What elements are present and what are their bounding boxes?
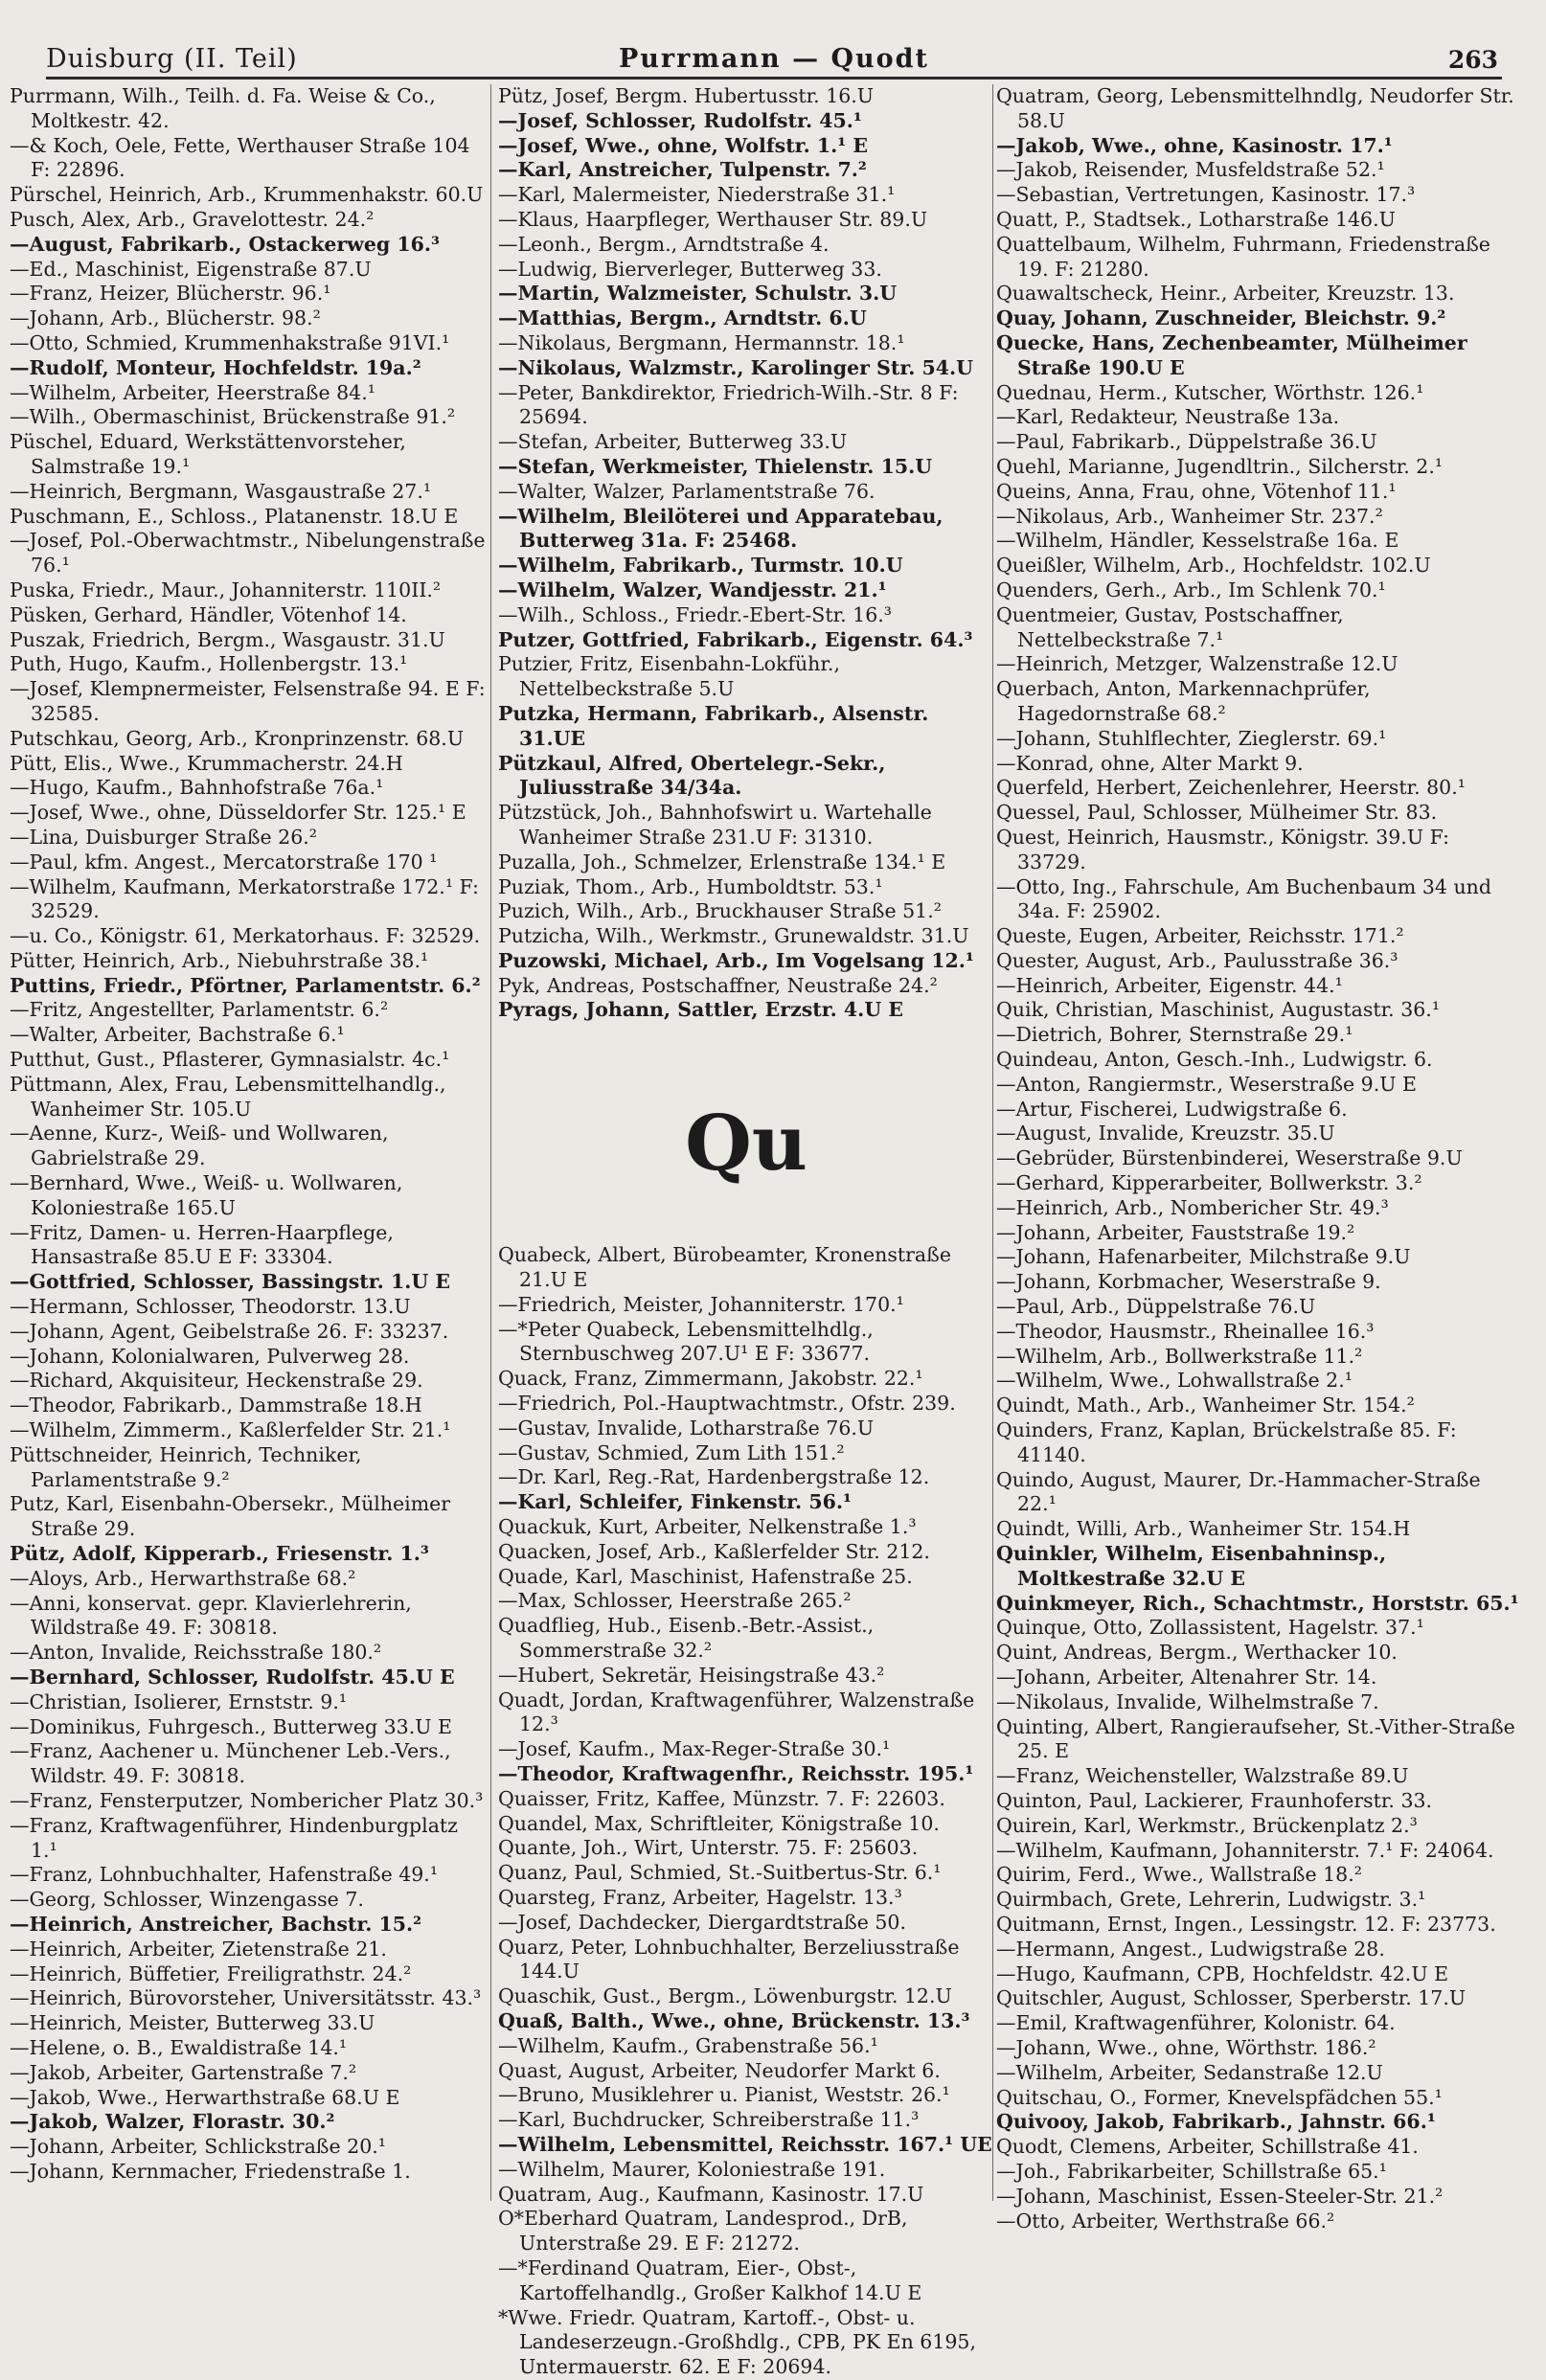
- page-number: 263: [1447, 46, 1498, 74]
- directory-entry: —Karl, Buchdrucker, Schreiberstraße 11.³: [498, 2108, 920, 2132]
- directory-entry: —Karl, Malermeister, Niederstraße 31.¹: [498, 183, 896, 207]
- directory-entry: —Rudolf, Monteur, Hochfeldstr. 19a.²: [10, 355, 421, 379]
- column-divider: [992, 84, 993, 2201]
- directory-entry: Quadflieg, Hub., Eisenb.-Betr.-Assist., Sommerstraße 32.²: [498, 1614, 875, 1663]
- directory-entry: —Walter, Walzer, Parlamentstraße 76.: [498, 479, 875, 503]
- directory-entry: Quawaltscheck, Heinr., Arbeiter, Kreuzstr. 13.: [996, 282, 1455, 306]
- directory-entry: Quirim, Ferd., Wwe., Wallstraße 18.²: [996, 1863, 1362, 1887]
- directory-entry: —Theodor, Fabrikarb., Dammstraße 18.H: [10, 1394, 422, 1417]
- directory-entry: —Otto, Ing., Fahrschule, Am Buchenbaum 34 und 34a. F: 25902.: [996, 874, 1491, 923]
- directory-entry: —Anni, konservat. gepr. Klavierlehrerin, Wildstraße 49. F: 30818.: [10, 1591, 412, 1640]
- directory-entry: —Peter, Bankdirektor, Friedrich-Wilh.-Str. 8 F: 25694.: [498, 380, 959, 429]
- directory-entry: —Ludwig, Bierverleger, Butterweg 33.: [498, 257, 882, 281]
- directory-entry: —Gustav, Schmied, Zum Lith 151.²: [498, 1440, 845, 1464]
- directory-entry: —Otto, Schmied, Krummenhakstraße 91VI.¹: [10, 330, 450, 354]
- directory-entry: —Franz, Lohnbuchhalter, Hafenstraße 49.¹: [10, 1863, 439, 1887]
- directory-entry: Quirmbach, Grete, Lehrerin, Ludwigstr. 3.¹: [996, 1888, 1426, 1912]
- directory-entry: Quacken, Josef, Arb., Kaßlerfelder Str. 212.: [498, 1539, 930, 1563]
- directory-entry: —Jakob, Walzer, Florastr. 30.²: [10, 2110, 335, 2134]
- directory-entry: —Otto, Arbeiter, Werthstraße 66.²: [996, 2209, 1335, 2233]
- directory-entry: Quecke, Hans, Zechenbeamter, Mülheimer Straße 190.U E: [996, 330, 1467, 379]
- directory-entry: Puzich, Wilh., Arb., Bruckhauser Straße 51.²: [498, 899, 942, 923]
- directory-entry: Püsken, Gerhard, Händler, Vötenhof 14.: [10, 602, 407, 626]
- directory-entry: Quindt, Willi, Arb., Wanheimer Str. 154.H: [996, 1517, 1411, 1541]
- directory-entry: —Johann, Maschinist, Essen-Steeler-Str. 21.²: [996, 2184, 1444, 2208]
- directory-entry: —Josef, Kaufm., Max-Reger-Straße 30.¹: [498, 1737, 891, 1761]
- directory-entry: —Wilhelm, Wwe., Lohwallstraße 2.¹: [996, 1369, 1353, 1393]
- directory-entry: —Wilhelm, Lebensmittel, Reichsstr. 167.¹ UE: [498, 2132, 992, 2156]
- page-header: [46, 38, 1502, 79]
- directory-entry: —Lina, Duisburger Straße 26.²: [10, 825, 318, 849]
- directory-entry: —Anton, Invalide, Reichsstraße 180.²: [10, 1641, 382, 1665]
- directory-entry: Quaschik, Gust., Bergm., Löwenburgstr. 12.U: [498, 1984, 952, 2008]
- directory-entry: —Johann, Arbeiter, Fauststraße 19.²: [996, 1220, 1355, 1244]
- directory-entry: —Walter, Arbeiter, Bachstraße 6.¹: [10, 1023, 345, 1047]
- directory-entry: —Joh., Fabrikarbeiter, Schillstraße 65.¹: [996, 2159, 1387, 2183]
- directory-entry: —Dominikus, Fuhrgesch., Butterweg 33.U E: [10, 1714, 453, 1738]
- directory-entry: —Josef, Klempnermeister, Felsenstraße 94. E F: 32585.: [10, 677, 486, 725]
- directory-entry: Quaisser, Fritz, Kaffee, Münzstr. 7. F: 22603.: [498, 1786, 945, 1810]
- directory-entry: —Franz, Kraftwagenführer, Hindenburgplatz 1.¹: [10, 1813, 458, 1862]
- directory-entry: Puth, Hugo, Kaufm., Hollenbergstr. 13.¹: [10, 652, 408, 676]
- directory-entry: —Paul, kfm. Angest., Mercatorstraße 170 ¹: [10, 850, 438, 873]
- directory-entry: Quest, Heinrich, Hausmstr., Königstr. 39.U F: 33729.: [996, 825, 1450, 873]
- directory-entry: —Wilhelm, Fabrikarb., Turmstr. 10.U: [498, 554, 903, 578]
- directory-entry: —Fritz, Damen- u. Herren-Haarpflege, Hansastraße 85.U E F: 33304.: [10, 1220, 394, 1269]
- directory-entry: —Emil, Kraftwagenführer, Kolonistr. 64.: [996, 2011, 1396, 2035]
- directory-entry: Quitschau, O., Former, Knevelspfädchen 55.¹: [996, 2085, 1443, 2109]
- directory-entry: —Wilhelm, Arb., Bollwerkstraße 11.²: [996, 1344, 1363, 1368]
- directory-entry: Puska, Friedr., Maur., Johanniterstr. 110II.²: [10, 578, 442, 601]
- directory-entry: Quandel, Max, Schriftleiter, Königstraße 10.: [498, 1811, 940, 1835]
- directory-entry: —Karl, Schleifer, Finkenstr. 56.¹: [498, 1490, 852, 1514]
- directory-entry: —Wilhelm, Arbeiter, Heerstraße 84.¹: [10, 380, 375, 404]
- directory-entry: —Gottfried, Schlosser, Bassingstr. 1.U E: [10, 1270, 450, 1294]
- directory-entry: —Wilh., Schloss., Friedr.-Ebert-Str. 16.³: [498, 602, 892, 626]
- directory-entry: —Georg, Schlosser, Winzengasse 7.: [10, 1888, 364, 1912]
- directory-entry: —Hugo, Kaufmann, CPB, Hochfeldstr. 42.U E: [996, 1961, 1449, 1985]
- column-2: [498, 84, 994, 2379]
- directory-entry: —Sebastian, Vertretungen, Kasinostr. 17.³: [996, 183, 1416, 207]
- directory-entry: Pyrags, Johann, Sattler, Erzstr. 4.U E: [498, 998, 903, 1022]
- directory-entry: —Johann, Hafenarbeiter, Milchstraße 9.U: [996, 1245, 1411, 1269]
- directory-entry: Quinton, Paul, Lackierer, Fraunhoferstr. 33.: [996, 1788, 1433, 1812]
- directory-entry: —Johann, Arbeiter, Altenahrer Str. 14.: [996, 1666, 1377, 1689]
- directory-entry: Püttmann, Alex, Frau, Lebensmittelhandlg., Wanheimer Str. 105.U: [10, 1072, 446, 1121]
- directory-entry: —Max, Schlosser, Heerstraße 265.²: [498, 1589, 852, 1613]
- directory-entry: Quivooy, Jakob, Fabrikarb., Jahnstr. 66.¹: [996, 2110, 1436, 2134]
- directory-entry: —Anton, Rangiermstr., Weserstraße 9.U E: [996, 1072, 1417, 1096]
- directory-entry: Quay, Johann, Zuschneider, Bleichstr. 9.²: [996, 306, 1446, 330]
- directory-entry: Puzowski, Michael, Arb., Im Vogelsang 12.¹: [498, 948, 974, 972]
- directory-entry: Quatram, Aug., Kaufmann, Kasinostr. 17.U: [498, 2182, 924, 2206]
- directory-entry: —Franz, Heizer, Blücherstr. 96.¹: [10, 282, 331, 306]
- directory-entry: Querbach, Anton, Markennachprüfer, Hagedornstraße 68.²: [996, 677, 1371, 725]
- directory-entry: Püttschneider, Heinrich, Techniker, Parlamentstraße 9.²: [10, 1442, 362, 1491]
- directory-entry: —Friedrich, Pol.-Hauptwachtmstr., Ofstr. 239.: [498, 1392, 956, 1416]
- directory-entry: Pyk, Andreas, Postschaffner, Neustraße 24.²: [498, 973, 938, 997]
- directory-entry: —Konrad, ohne, Alter Markt 9.: [996, 751, 1304, 775]
- directory-entry: —Johann, Kernmacher, Friedenstraße 1.: [10, 2159, 411, 2183]
- directory-entry: —Theodor, Hausmstr., Rheinallee 16.³: [996, 1319, 1375, 1343]
- directory-entry: Quinders, Franz, Kaplan, Brückelstraße 85. F: 41140.: [996, 1418, 1457, 1466]
- directory-entry: —Jakob, Wwe., ohne, Kasinostr. 17.¹: [996, 133, 1393, 157]
- directory-entry: —Wilhelm, Händler, Kesselstraße 16a. E: [996, 529, 1399, 553]
- directory-entry: —Fritz, Angestellter, Parlamentstr. 6.²: [10, 998, 389, 1022]
- directory-entry: —Jakob, Arbeiter, Gartenstraße 7.²: [10, 2060, 357, 2084]
- directory-entry: —Johann, Agent, Geibelstraße 26. F: 33237.: [10, 1319, 449, 1343]
- directory-entry: Quitmann, Ernst, Ingen., Lessingstr. 12. F: 23773.: [996, 1912, 1496, 1936]
- header-city-part: Duisburg (II. Teil): [46, 44, 298, 74]
- directory-entry: Pütz, Adolf, Kipperarb., Friesenstr. 1.³: [10, 1542, 429, 1566]
- directory-entry: —Franz, Aachener u. Münchener Leb.-Vers., Wildstr. 49. F: 30818.: [10, 1739, 451, 1788]
- directory-entry: Puttins, Friedr., Pförtner, Parlamentstr. 6.²: [10, 973, 481, 997]
- directory-entry: —Klaus, Haarpfleger, Werthauser Str. 89.U: [498, 207, 928, 231]
- directory-entry: —Hubert, Sekretär, Heisingstraße 43.²: [498, 1663, 885, 1687]
- directory-entry: —Johann, Arb., Blücherstr. 98.²: [10, 306, 321, 330]
- directory-entry: Puszak, Friedrich, Bergm., Wasgaustr. 31.U: [10, 627, 445, 651]
- directory-entry: —Wilhelm, Arbeiter, Sedanstraße 12.U: [996, 2060, 1383, 2084]
- directory-entry: Quatt, P., Stadtsek., Lotharstraße 146.U: [996, 207, 1396, 231]
- directory-entry: —Artur, Fischerei, Ludwigstraße 6.: [996, 1097, 1348, 1121]
- directory-entry: Pusch, Alex, Arb., Gravelottestr. 24.²: [10, 207, 375, 231]
- directory-entry: Putzicha, Wilh., Werkmstr., Grunewaldstr. 31.U: [498, 924, 969, 948]
- directory-entry: —Josef, Schlosser, Rudolfstr. 45.¹: [498, 108, 862, 132]
- directory-entry: Putzka, Hermann, Fabrikarb., Alsenstr. 31.UE: [498, 701, 929, 750]
- directory-entry: —Johann, Korbmacher, Weserstraße 9.: [996, 1270, 1381, 1294]
- directory-entry: —Paul, Fabrikarb., Düppelstraße 36.U: [996, 430, 1377, 454]
- directory-entry: —Nikolaus, Invalide, Wilhelmstraße 7.: [996, 1689, 1379, 1713]
- directory-entry: Queins, Anna, Frau, ohne, Vötenhof 11.¹: [996, 479, 1397, 503]
- directory-entry: Quednau, Herm., Kutscher, Wörthstr. 126.¹: [996, 380, 1424, 404]
- directory-entry: —August, Fabrikarb., Ostackerweg 16.³: [10, 232, 440, 256]
- directory-entry: —Theodor, Kraftwagenfhr., Reichsstr. 195.¹: [498, 1762, 974, 1786]
- directory-entry: Quitschler, August, Schlosser, Sperberstr. 17.U: [996, 1986, 1466, 2010]
- directory-entry: —& Koch, Oele, Fette, Werthauser Straße 104 F: 22896.: [10, 133, 470, 182]
- directory-entry: —Ed., Maschinist, Eigenstraße 87.U: [10, 257, 372, 281]
- directory-entry: Puziak, Thom., Arb., Humboldtstr. 53.¹: [498, 874, 883, 898]
- directory-entry: Pürschel, Heinrich, Arb., Krummenhakstr. 60.U: [10, 183, 484, 207]
- directory-entry: Quessel, Paul, Schlosser, Mülheimer Str. 83.: [996, 801, 1438, 825]
- directory-entry: —Christian, Isolierer, Ernststr. 9.¹: [10, 1689, 348, 1713]
- directory-entry: Quindt, Math., Arb., Wanheimer Str. 154.²: [996, 1394, 1415, 1417]
- directory-entry: Quabeck, Albert, Bürobeamter, Kronenstraße 21.U E: [498, 1243, 951, 1292]
- directory-entry: —Friedrich, Meister, Johanniterstr. 170.¹: [498, 1292, 904, 1316]
- directory-entry: —Heinrich, Arbeiter, Zietenstraße 21.: [10, 1937, 387, 1961]
- directory-entry: Quadt, Jordan, Kraftwagenführer, Walzenstraße 12.³: [498, 1688, 975, 1736]
- directory-entry: —Jakob, Wwe., Herwarthstraße 68.U E: [10, 2085, 400, 2109]
- directory-entry: Pützkaul, Alfred, Obertelegr.-Sekr., Juliusstraße 34/34a.: [498, 751, 886, 800]
- directory-entry: Pütt, Elis., Wwe., Krummacherstr. 24.H: [10, 751, 403, 775]
- directory-entry: —Hermann, Angest., Ludwigstraße 28.: [996, 1937, 1385, 1961]
- directory-entry: —Wilh., Obermaschinist, Brückenstraße 91.²: [10, 405, 456, 429]
- directory-entry: —Heinrich, Büffetier, Freiligrathstr. 24.²: [10, 1961, 412, 1985]
- directory-entry: —Johann, Arbeiter, Schlickstraße 20.¹: [10, 2135, 386, 2159]
- directory-entry: Puschmann, E., Schloss., Platanenstr. 18.U E: [10, 504, 459, 528]
- directory-entry: —Heinrich, Bergmann, Wasgaustraße 27.¹: [10, 479, 432, 503]
- directory-entry: —Hugo, Kaufm., Bahnhofstraße 76a.¹: [10, 776, 384, 800]
- directory-entry: Quentmeier, Gustav, Postschaffner, Nettelbeckstraße 7.¹: [996, 602, 1344, 651]
- directory-entry: Quattelbaum, Wilhelm, Fuhrmann, Friedenstraße 19. F: 21280.: [996, 232, 1490, 281]
- directory-entry: —Johann, Kolonialwaren, Pulverweg 28.: [10, 1344, 410, 1368]
- directory-entry: Putzier, Fritz, Eisenbahn-Lokführ., Nettelbeckstraße 5.U: [498, 652, 840, 701]
- directory-entry: —Leonh., Bergm., Arndtstraße 4.: [498, 232, 830, 256]
- directory-entry: —Dietrich, Bohrer, Sternstraße 29.¹: [996, 1023, 1353, 1047]
- column-3: [996, 84, 1519, 2233]
- directory-entry: Quarsteg, Franz, Arbeiter, Hagelstr. 13.³: [498, 1886, 902, 1909]
- directory-entry: Quarz, Peter, Lohnbuchhalter, Berzeliusstraße 144.U: [498, 1935, 960, 1983]
- directory-entry: —Wilhelm, Kaufmann, Johanniterstr. 7.¹ F: 24064.: [996, 1838, 1494, 1862]
- directory-entry: —Stefan, Werkmeister, Thielenstr. 15.U: [498, 454, 933, 478]
- directory-entry: —Heinrich, Anstreicher, Bachstr. 15.²: [10, 1912, 422, 1936]
- directory-entry: —Jakob, Reisender, Musfeldstraße 52.¹: [996, 158, 1385, 182]
- directory-entry: Quack, Franz, Zimmermann, Jakobstr. 22.¹: [498, 1367, 923, 1391]
- directory-entry: —Nikolaus, Arb., Wanheimer Str. 237.²: [996, 504, 1383, 528]
- directory-entry: —Karl, Redakteur, Neustraße 13a.: [996, 405, 1340, 429]
- directory-entry: —Wilhelm, Zimmerm., Kaßlerfelder Str. 21.¹: [10, 1418, 451, 1442]
- directory-entry: Purrmann, Wilh., Teilh. d. Fa. Weise & Co., Moltkestr. 42.: [10, 84, 436, 132]
- directory-entry: Quanz, Paul, Schmied, St.-Suitbertus-Str. 6.¹: [498, 1861, 942, 1885]
- directory-entry: Quindeau, Anton, Gesch.-Inh., Ludwigstr. 6.: [996, 1048, 1433, 1072]
- directory-entry: Quante, Joh., Wirt, Unterstr. 75. F: 25603.: [498, 1836, 919, 1860]
- directory-entry: Quaß, Balth., Wwe., ohne, Brückenstr. 13.³: [498, 2008, 970, 2032]
- directory-entry: Queste, Eugen, Arbeiter, Reichsstr. 171.²: [996, 924, 1404, 948]
- directory-entry: Quatram, Georg, Lebensmittelhndlg, Neudorfer Str. 58.U: [996, 84, 1514, 132]
- directory-entry: Pütter, Heinrich, Arb., Niebuhrstraße 38.¹: [10, 948, 429, 972]
- directory-entry: Quodt, Clemens, Arbeiter, Schillstraße 41.: [996, 2135, 1419, 2159]
- directory-entry: —August, Invalide, Kreuzstr. 35.U: [996, 1122, 1335, 1145]
- directory-entry: —Paul, Arb., Düppelstraße 76.U: [996, 1295, 1316, 1319]
- directory-entry: —Matthias, Bergm., Arndtstr. 6.U: [498, 306, 867, 330]
- directory-entry: —Heinrich, Arbeiter, Eigenstr. 44.¹: [996, 973, 1343, 997]
- directory-entry: Pützstück, Joh., Bahnhofswirt u. Wartehalle Wanheimer Straße 231.U F: 31310.: [498, 801, 932, 849]
- directory-entry: —Heinrich, Bürovorsteher, Universitätsstr. 43.³: [10, 1986, 482, 2010]
- directory-entry: —Josef, Wwe., ohne, Wolfstr. 1.¹ E: [498, 133, 868, 157]
- directory-entry: Putthut, Gust., Pflasterer, Gymnasialstr. 4c.¹: [10, 1048, 450, 1072]
- directory-entry: —Nikolaus, Walzmstr., Karolinger Str. 54.U: [498, 355, 974, 379]
- directory-entry: Quast, August, Arbeiter, Neudorfer Markt 6.: [498, 2058, 941, 2082]
- directory-entry: Quinting, Albert, Rangieraufseher, St.-Vither-Straße 25. E: [996, 1714, 1515, 1763]
- directory-entry: Quint, Andreas, Bergm., Werthacker 10.: [996, 1641, 1398, 1665]
- directory-entry: —*Ferdinand Quatram, Eier-, Obst-, Kartoffelhandlg., Großer Kalkhof 14.U E: [498, 2255, 922, 2304]
- directory-entry: Quehl, Marianne, Jugendltrin., Silcherstr. 2.¹: [996, 454, 1444, 478]
- directory-entry: —Johann, Wwe., ohne, Wörthstr. 186.²: [996, 2035, 1376, 2059]
- directory-entry: Quenders, Gerh., Arb., Im Schlenk 70.¹: [996, 578, 1386, 601]
- directory-entry: Quade, Karl, Maschinist, Hafenstraße 25.: [498, 1564, 913, 1588]
- directory-entry: Putzer, Gottfried, Fabrikarb., Eigenstr. 64.³: [498, 627, 973, 651]
- directory-entry: —Gebrüder, Bürstenbinderei, Weserstraße 9.U: [996, 1146, 1463, 1170]
- directory-entry: Quirein, Karl, Werkmstr., Brückenplatz 2.³: [996, 1813, 1418, 1837]
- directory-entry: —*Peter Quabeck, Lebensmittelhdlg., Sternbuschweg 207.U¹ E F: 33677.: [498, 1317, 874, 1366]
- directory-entry: —Nikolaus, Bergmann, Hermannstr. 18.¹: [498, 330, 905, 354]
- column-divider: [490, 84, 491, 2201]
- directory-entry: —Aenne, Kurz-, Weiß- und Wollwaren, Gabrielstraße 29.: [10, 1122, 389, 1170]
- directory-entry: Quinkmeyer, Rich., Schachtmstr., Horststr. 65.¹: [996, 1591, 1519, 1615]
- directory-entry: O*Eberhard Quatram, Landesprod., DrB, Unterstraße 29. E F: 21272.: [498, 2207, 908, 2255]
- directory-entry: —Stefan, Arbeiter, Butterweg 33.U: [498, 430, 848, 454]
- directory-entry: —Franz, Weichensteller, Walzstraße 89.U: [996, 1764, 1409, 1788]
- directory-entry: Queißler, Wilhelm, Arb., Hochfeldstr. 102.U: [996, 554, 1431, 578]
- directory-entry: Püschel, Eduard, Werkstättenvorsteher, Salmstraße 19.¹: [10, 430, 406, 478]
- directory-entry: —Richard, Akquisiteur, Heckenstraße 29.: [10, 1369, 423, 1393]
- directory-entry: Pütz, Josef, Bergm. Hubertusstr. 16.U: [498, 84, 875, 107]
- directory-entry: —Gustav, Invalide, Lotharstraße 76.U: [498, 1416, 875, 1439]
- directory-entry: *Wwe. Friedr. Quatram, Kartoff.-, Obst- u. Landeserzeugn.-Großhdlg., CPB, PK En 6195, Untermauerstr. 62. E F: 20694.: [498, 2305, 976, 2379]
- directory-entry: —Dr. Karl, Reg.-Rat, Hardenbergstraße 12.: [498, 1465, 930, 1489]
- directory-entry: —Bernhard, Wwe., Weiß- u. Wollwaren, Koloniestraße 165.U: [10, 1171, 403, 1219]
- directory-entry: —Martin, Walzmeister, Schulstr. 3.U: [498, 282, 898, 306]
- directory-entry: —Wilhelm, Kaufm., Grabenstraße 56.¹: [498, 2033, 878, 2057]
- header-name-range: Purrmann — Quodt: [618, 44, 930, 74]
- directory-entry: —Josef, Dachdecker, Diergardtstraße 50.: [498, 1910, 906, 1934]
- directory-entry: —Hermann, Schlosser, Theodorstr. 13.U: [10, 1295, 411, 1319]
- directory-entry: —Bruno, Musiklehrer u. Pianist, Weststr. 26.¹: [498, 2083, 950, 2107]
- directory-entry: Putz, Karl, Eisenbahn-Obersekr., Mülheimer Straße 29.: [10, 1492, 451, 1541]
- directory-entry: —Heinrich, Meister, Butterweg 33.U: [10, 2011, 375, 2035]
- directory-entry: —Wilhelm, Kaufmann, Merkatorstraße 172.¹ F: 32529.: [10, 874, 479, 923]
- directory-entry: —Aloys, Arb., Herwarthstraße 68.²: [10, 1566, 356, 1590]
- directory-entry: Quinque, Otto, Zollassistent, Hagelstr. 37.¹: [996, 1616, 1424, 1640]
- directory-entry: —Wilhelm, Walzer, Wandjesstr. 21.¹: [498, 578, 887, 601]
- directory-entry: Querfeld, Herbert, Zeichenlehrer, Heerstr. 80.¹: [996, 776, 1466, 800]
- directory-entry: —Josef, Pol.-Oberwachtmstr., Nibelungenstraße 76.¹: [10, 529, 486, 578]
- directory-entry: —Heinrich, Metzger, Walzenstraße 12.U: [996, 652, 1398, 676]
- directory-entry: —u. Co., Königstr. 61, Merkatorhaus. F: 32529.: [10, 924, 481, 948]
- directory-entry: —Wilhelm, Maurer, Koloniestraße 191.: [498, 2157, 886, 2181]
- directory-entry: Quinkler, Wilhelm, Eisenbahninsp., Moltkestraße 32.U E: [996, 1542, 1387, 1590]
- directory-entry: Quik, Christian, Maschinist, Augustastr. 36.¹: [996, 998, 1441, 1022]
- directory-entry: —Helene, o. B., Ewaldistraße 14.¹: [10, 2035, 348, 2059]
- directory-entry: Putschkau, Georg, Arb., Kronprinzenstr. 68.U: [10, 726, 465, 750]
- directory-entry: —Wilhelm, Bleilöterei und Apparatebau, Butterweg 31a. F: 25468.: [498, 504, 944, 553]
- directory-entry: —Heinrich, Arb., Nombericher Str. 49.³: [996, 1195, 1389, 1219]
- directory-entry: —Franz, Fensterputzer, Nombericher Platz 30.³: [10, 1788, 484, 1812]
- directory-entry: —Johann, Stuhlflechter, Zieglerstr. 69.¹: [996, 726, 1387, 750]
- directory-entry: Puzalla, Joh., Schmelzer, Erlenstraße 134.¹ E: [498, 850, 946, 873]
- directory-entry: —Karl, Anstreicher, Tulpenstr. 7.²: [498, 158, 867, 182]
- column-1: [10, 84, 487, 2203]
- directory-entry: —Josef, Wwe., ohne, Düsseldorfer Str. 125.¹ E: [10, 801, 466, 825]
- directory-entry: —Gerhard, Kipperarbeiter, Bollwerkstr. 3.²: [996, 1171, 1422, 1195]
- directory-entry: Quackuk, Kurt, Arbeiter, Nelkenstraße 1.³: [498, 1515, 917, 1539]
- directory-entry: Quester, August, Arb., Paulusstraße 36.³: [996, 948, 1398, 972]
- directory-entry: —Bernhard, Schlosser, Rudolfstr. 45.U E: [10, 1666, 455, 1689]
- directory-entry: Quindo, August, Maurer, Dr.-Hammacher-Straße 22.¹: [996, 1467, 1481, 1516]
- section-heading: Qu: [685, 1098, 807, 1189]
